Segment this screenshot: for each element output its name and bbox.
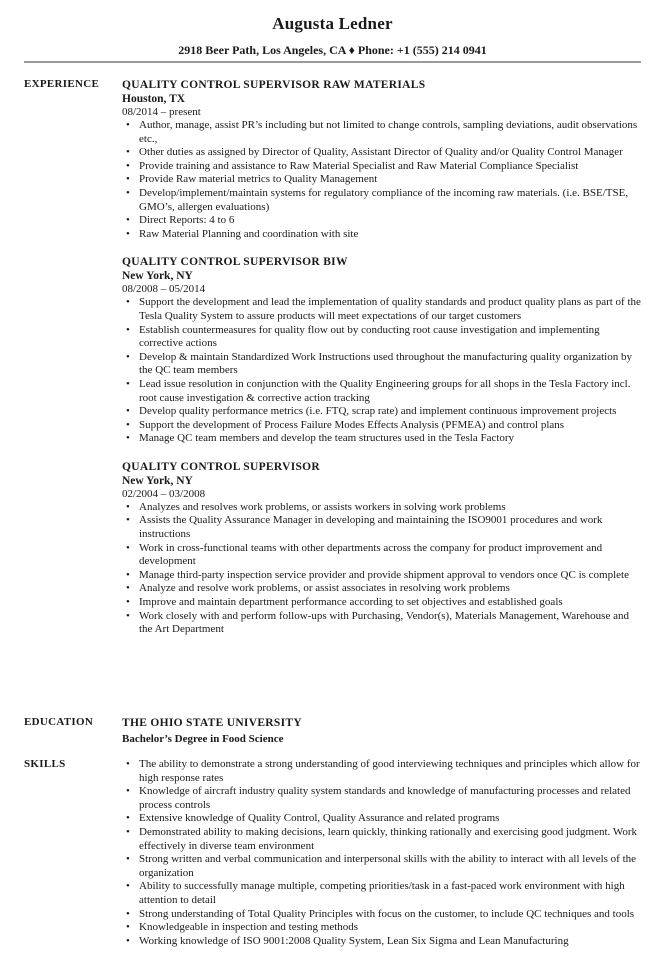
experience-body [122,78,644,651]
job-title: QUALITY CONTROL SUPERVISOR [122,460,321,473]
bullet-text: Strong written and verbal communication and interpersonal skills with the ability to interact with all levels of the organization [139,853,637,879]
bullet-item [122,324,644,351]
bullet-icon: • [126,568,130,581]
bullet-item [122,880,644,907]
bullet-icon: • [126,514,130,527]
bullet-item [122,569,644,583]
header-divider [24,61,641,63]
bullet-text: Improve and maintain department performance according to set objectives and established goals [139,596,563,609]
bullet-item [122,146,644,160]
experience-label: EXPERIENCE [24,78,100,90]
bullet-icon: • [126,880,130,893]
bullet-icon: • [126,500,130,513]
bullet-item [122,214,644,228]
bullet-icon: • [126,785,130,798]
bullet-item [122,419,644,433]
bullet-text: Knowledge of aircraft industry quality system standards and knowledge of manufacturing processes and related process controls [139,785,631,811]
bullet-text: Manage QC team members and develop the team structures used in the Tesla Factory [139,432,515,445]
bullet-icon: • [126,173,130,186]
bullet-item [122,610,644,637]
bullet-item [122,405,644,419]
bullet-icon: • [126,596,130,609]
bullet-text: Develop & maintain Standardized Work Instructions used throughout the manufacturing quality organization by the QC team members [139,350,632,377]
skills-label: SKILLS [24,758,66,770]
bullet-item [122,378,644,405]
bullet-icon: • [126,350,130,363]
job-dates: 08/2014 – present [122,106,201,118]
job-dates: 02/2004 – 03/2008 [122,487,206,500]
bullet-item [122,351,644,378]
bullet-icon: • [126,186,130,199]
bullet-text: Provide Raw material metrics to Quality Management [139,173,378,186]
bullet-icon: • [126,405,130,418]
job-entry [122,78,644,241]
bullet-item [122,582,644,596]
bullet-item [122,160,644,174]
bullet-text: Strong understanding of Total Quality Principles with focus on the customer, to include QC techniques and tools [139,907,635,920]
bullet-item [122,173,644,187]
bullet-item [122,432,644,446]
job-location: Houston, TX [122,93,186,105]
bullet-icon: • [126,541,130,554]
education-body [122,716,644,746]
job-entry [122,255,644,446]
bullet-text: Assists the Quality Assurance Manager in developing and maintaining the ISO9001 procedures and work instructions [139,514,603,541]
bullet-icon: • [126,418,130,431]
job-bullets [122,501,644,637]
bullet-text: The ability to demonstrate a strong understanding of good interviewing techniques and principles which allow for high response rates [139,758,640,784]
candidate-name: Augusta Ledner [272,14,393,33]
bullet-item [122,514,644,541]
bullet-icon: • [126,907,130,920]
bullet-text: Support the development of Process Failure Modes Effects Analysis (PFMEA) and control plans [139,418,565,431]
bullet-text: Working knowledge of ISO 9001:2008 Quality System, Lean Six Sigma and Lean Manufacturing [139,934,569,947]
bullet-item [122,119,644,146]
bullet-item [122,908,644,922]
bullet-item [122,921,644,935]
bullet-icon: • [126,227,130,240]
bullet-text: Extensive knowledge of Quality Control, Quality Assurance and related programs [139,812,500,825]
bullet-text: Knowledgeable in inspection and testing methods [139,921,359,934]
bullet-text: Provide training and assistance to Raw Material Specialist and Raw Material Compliance Specialist [139,159,579,172]
bullet-text: Manage third-party inspection service provider and provide shipment approval to vendors once QC is complete [139,568,629,581]
bullet-icon: • [126,853,130,866]
bullet-text: Work in cross-functional teams with other departments across the company for product improvement and development [139,541,603,568]
education-label: EDUCATION [24,716,94,728]
school-name: THE OHIO STATE UNIVERSITY [122,717,302,729]
contact-line: 2918 Beer Path, Los Angeles, CA ♦ Phone: +1 (555) 214 0941 [178,43,487,57]
bullet-text: Establish countermeasures for quality flow out by conducting root cause investigation and implementing corrective actions [139,323,600,350]
job-entry [122,460,644,637]
skills-body [122,758,644,948]
bullet-icon: • [126,582,130,595]
bullet-icon: • [126,921,130,934]
bullet-icon: • [126,296,130,309]
bullet-icon: • [126,323,130,336]
bullet-item [122,826,644,853]
bullet-text: Analyzes and resolves work problems, or assists workers in solving work problems [139,500,506,513]
bullet-text: Other duties as assigned by Director of Quality, Assistant Director of Quality and/or Quality Control Manager [139,146,623,159]
bullet-text: Analyze and resolve work problems, or assist associates in resolving work problems [139,582,510,595]
bullet-text: Develop quality performance metrics (i.e. FTQ, scrap rate) and implement continuous improvement projects [139,405,617,418]
bullet-icon: • [126,159,130,172]
bullet-item [122,542,644,569]
bullet-item [122,187,644,214]
bullet-icon: • [126,146,130,159]
bullet-icon: • [126,825,130,838]
bullet-icon: • [126,812,130,825]
bullet-text: Develop/implement/maintain systems for regulatory compliance of the incoming raw materials. (i.e. BSE/TSE, GMO’s, allergen evaluations) [139,186,629,213]
bullet-text: Work closely with and perform follow-ups with Purchasing, Vendor(s), Materials Management, Warehouse and the Art Department [139,609,629,636]
bullet-text: Raw Material Planning and coordination with site [139,227,359,240]
bullet-item [122,296,644,323]
bullet-text: Direct Reports: 4 to 6 [139,214,235,227]
bullet-item [122,785,644,812]
bullet-item [122,935,644,949]
bullet-icon: • [126,377,130,390]
degree: Bachelor’s Degree in Food Science [122,733,284,745]
bullet-item [122,853,644,880]
bullet-text: Support the development and lead the implementation of quality standards and product quality plans as part of the Tesla Quality System to assure products will meet expectations of our target customers [139,296,641,322]
bullet-item [122,758,644,785]
job-title: QUALITY CONTROL SUPERVISOR BIW [122,256,348,269]
job-title: QUALITY CONTROL SUPERVISOR RAW MATERIALS [122,79,426,91]
skills-list [122,758,644,948]
bullet-icon: • [126,119,130,131]
bullet-text: Demonstrated ability to making decisions, learn quickly, thinking rationally and exercising good judgment. Work effectively in diverse team environment [139,825,637,852]
bullet-text: Ability to successfully manage multiple, competing priorities/task in a fast-paced work environment with high attention to detail [139,880,625,906]
bullet-icon: • [126,214,130,227]
job-location: New York, NY [122,474,193,487]
bullet-text: Author, manage, assist PR’s including but not limited to change controls, sampling deviations, audit observations etc., [139,119,638,145]
job-bullets [122,296,644,446]
bullet-icon: • [126,758,130,770]
bullet-icon: • [126,934,130,947]
bullet-icon: • [126,609,130,622]
job-bullets [122,119,644,241]
bullet-item [122,596,644,610]
bullet-text: Lead issue resolution in conjunction with the Quality Engineering groups for all shops in the Tesla Factory incl. root cause investigation & corrective action tracking [139,377,631,404]
bullet-item [122,228,644,242]
bullet-icon: • [126,432,130,445]
job-location: New York, NY [122,270,193,283]
job-dates: 08/2008 – 05/2014 [122,283,206,296]
bullet-item [122,812,644,826]
bullet-item [122,501,644,515]
resume-header [0,0,665,58]
